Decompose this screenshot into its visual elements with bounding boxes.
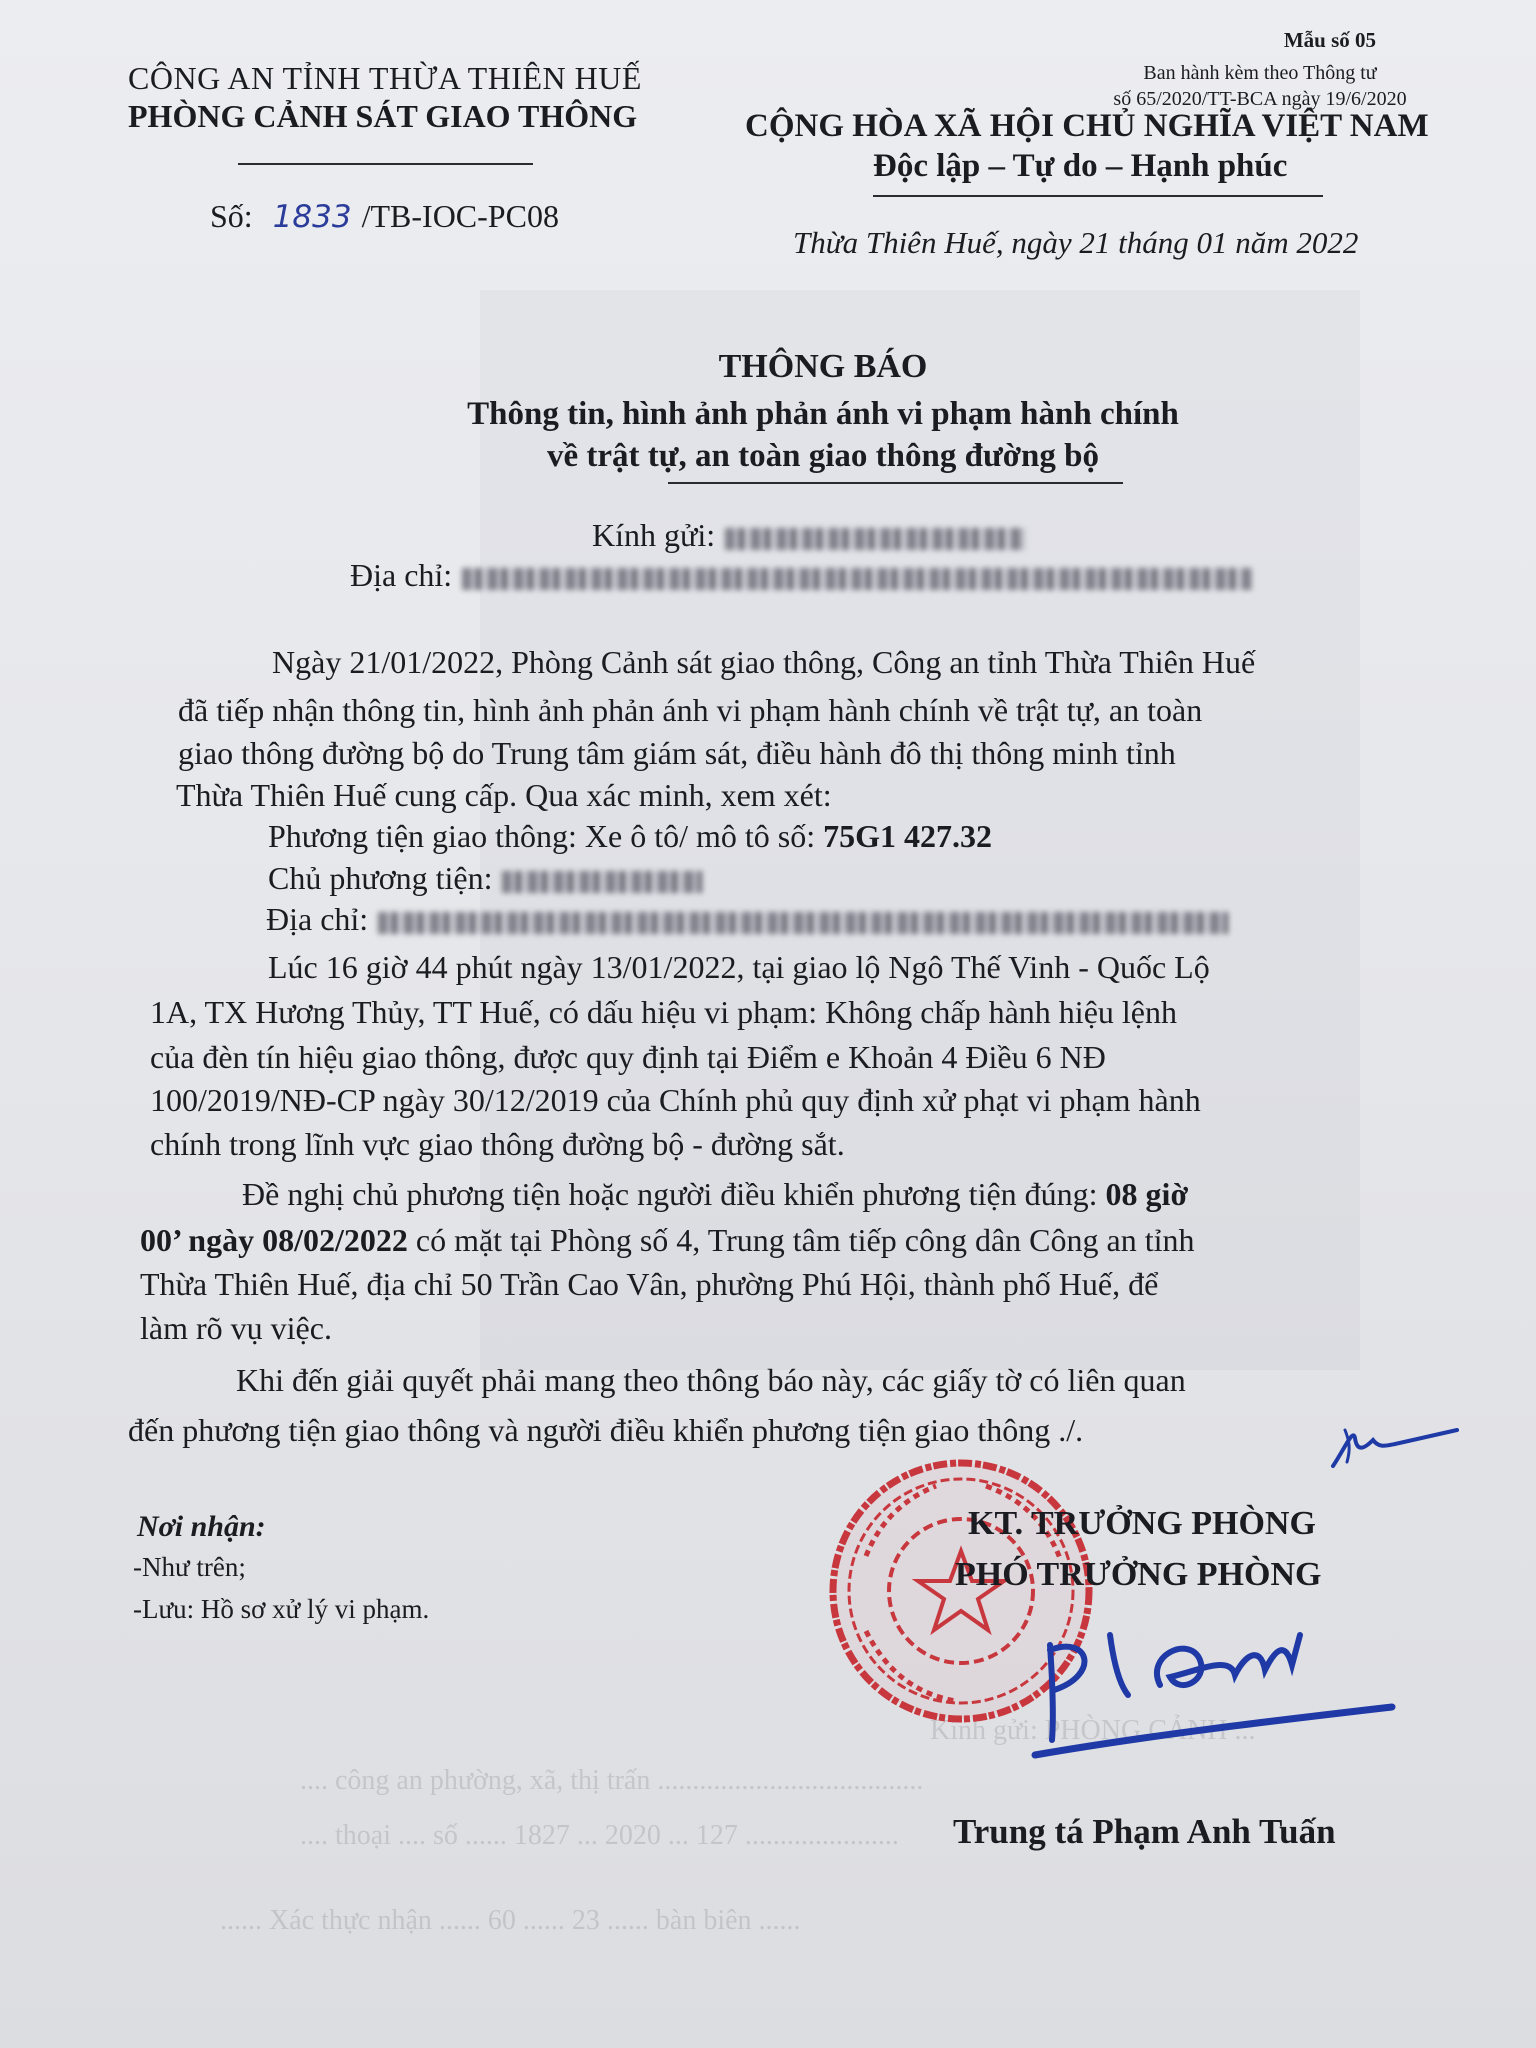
body-line: 100/2019/NĐ-CP ngày 30/12/2019 của Chính phủ quy định xử phạt vi phạm hành	[150, 1082, 1201, 1118]
bleed-through-text: .... thoại .... số ...... 1827 ... 2020 ... 127 ......................	[300, 1820, 899, 1851]
body-line: đã tiếp nhận thông tin, hình ảnh phản ánh vi phạm hành chính về trật tự, an toàn	[178, 692, 1203, 728]
license-plate: 75G1 427.32	[823, 818, 993, 854]
signer-name: Trung tá Phạm Anh Tuấn	[953, 1812, 1336, 1851]
redacted-recipient-name	[725, 528, 1025, 550]
body-line: làm rõ vụ việc.	[140, 1310, 332, 1346]
form-issuance-note: Ban hành kèm theo Thông tư số 65/2020/TT-BCA ngày 19/6/2020	[1113, 62, 1407, 110]
appointment-time: 00’ ngày 08/02/2022	[140, 1222, 408, 1258]
recipient-item: -Lưu: Hồ sơ xử lý vi phạm.	[133, 1594, 430, 1624]
national-motto: Độc lập – Tự do – Hạnh phúc	[873, 148, 1288, 184]
body-line: giao thông đường bộ do Trung tâm giám sát, điều hành đô thị thông minh tỉnh	[178, 735, 1176, 771]
body-line: Lúc 16 giờ 44 phút ngày 13/01/2022, tại giao lộ Ngô Thế Vinh - Quốc Lộ	[268, 949, 1210, 985]
body-line: Thừa Thiên Huế, địa chỉ 50 Trần Cao Vân, phường Phú Hội, thành phố Huế, để	[140, 1266, 1159, 1302]
title-underline	[668, 482, 1123, 484]
recipients-title: Nơi nhận:	[137, 1510, 266, 1543]
bleed-through-text: ...... Xác thực nhận ...... 60 ...... 23 ...... bàn biên ......	[220, 1905, 801, 1936]
body-line: Đề nghị chủ phương tiện hoặc người điều khiển phương tiện đúng: 08 giờ	[242, 1176, 1189, 1212]
owner-line: Chủ phương tiện:	[268, 856, 702, 900]
form-number: Mẫu số 05	[1283, 28, 1376, 52]
bleed-through-text: .... công an phường, xã, thị trấn ......................................	[300, 1765, 924, 1796]
national-title: CỘNG HÒA XÃ HỘI CHỦ NGHĨA VIỆT NAM	[745, 108, 1429, 144]
signing-authority-line2: PHÓ TRƯỞNG PHÒNG	[955, 1556, 1322, 1593]
body-line: chính trong lĩnh vực giao thông đường bộ - đường sắt.	[150, 1126, 845, 1162]
document-subtitle-line1: Thông tin, hình ảnh phản ánh vi phạm hành chính	[467, 396, 1179, 432]
redacted-owner-address	[378, 912, 1228, 934]
body-line: Thừa Thiên Huế cung cấp. Qua xác minh, xem xét:	[176, 777, 832, 813]
body-line: Khi đến giải quyết phải mang theo thông báo này, các giấy tờ có liên quan	[236, 1362, 1186, 1398]
redacted-recipient-address	[462, 568, 1252, 590]
document-number: Số: 1833 /TB-IOC-PC08	[210, 198, 559, 235]
vehicle-line: Phương tiện giao thông: Xe ô tô/ mô tô số: 75G1 427.32	[268, 818, 993, 854]
org-name: PHÒNG CẢNH SÁT GIAO THÔNG	[128, 98, 638, 134]
signature-icon	[1030, 1615, 1400, 1765]
document-subtitle-line2: về trật tự, an toàn giao thông đường bộ	[546, 438, 1099, 474]
body-line: 1A, TX Hương Thủy, TT Huế, có dấu hiệu vi phạm: Không chấp hành hiệu lệnh	[150, 994, 1177, 1030]
initial-signature-icon	[1325, 1418, 1465, 1478]
recipient-address-line: Địa chỉ:	[350, 557, 1252, 594]
bleed-through-text: Kính gửi: PHÒNG CẢNH ...	[930, 1715, 1256, 1746]
org-parent: CÔNG AN TỈNH THỪA THIÊN HUẾ	[128, 60, 642, 96]
owner-address-line: Địa chỉ:	[266, 897, 1228, 941]
place-date: Thừa Thiên Huế, ngày 21 tháng 01 năm 2022	[793, 225, 1359, 260]
handwritten-number: 1833	[272, 199, 352, 235]
signing-authority-line1: KT. TRƯỞNG PHÒNG	[968, 1505, 1316, 1542]
recipient-line: Kính gửi:	[592, 517, 1025, 554]
document-title: THÔNG BÁO	[718, 348, 928, 385]
recipient-item: -Như trên;	[133, 1552, 246, 1582]
body-line: đến phương tiện giao thông và người điều khiển phương tiện giao thông ./.	[128, 1412, 1084, 1448]
org-underline	[238, 163, 533, 165]
body-line: Ngày 21/01/2022, Phòng Cảnh sát giao thông, Công an tỉnh Thừa Thiên Huế	[272, 644, 1256, 680]
redacted-owner-name	[502, 871, 702, 893]
appointment-line: 00’ ngày 08/02/2022 có mặt tại Phòng số 4, Trung tâm tiếp công dân Công an tỉnh	[140, 1222, 1195, 1258]
body-line: của đèn tín hiệu giao thông, được quy định tại Điểm e Khoản 4 Điều 6 NĐ	[150, 1039, 1106, 1075]
motto-underline	[873, 195, 1323, 197]
